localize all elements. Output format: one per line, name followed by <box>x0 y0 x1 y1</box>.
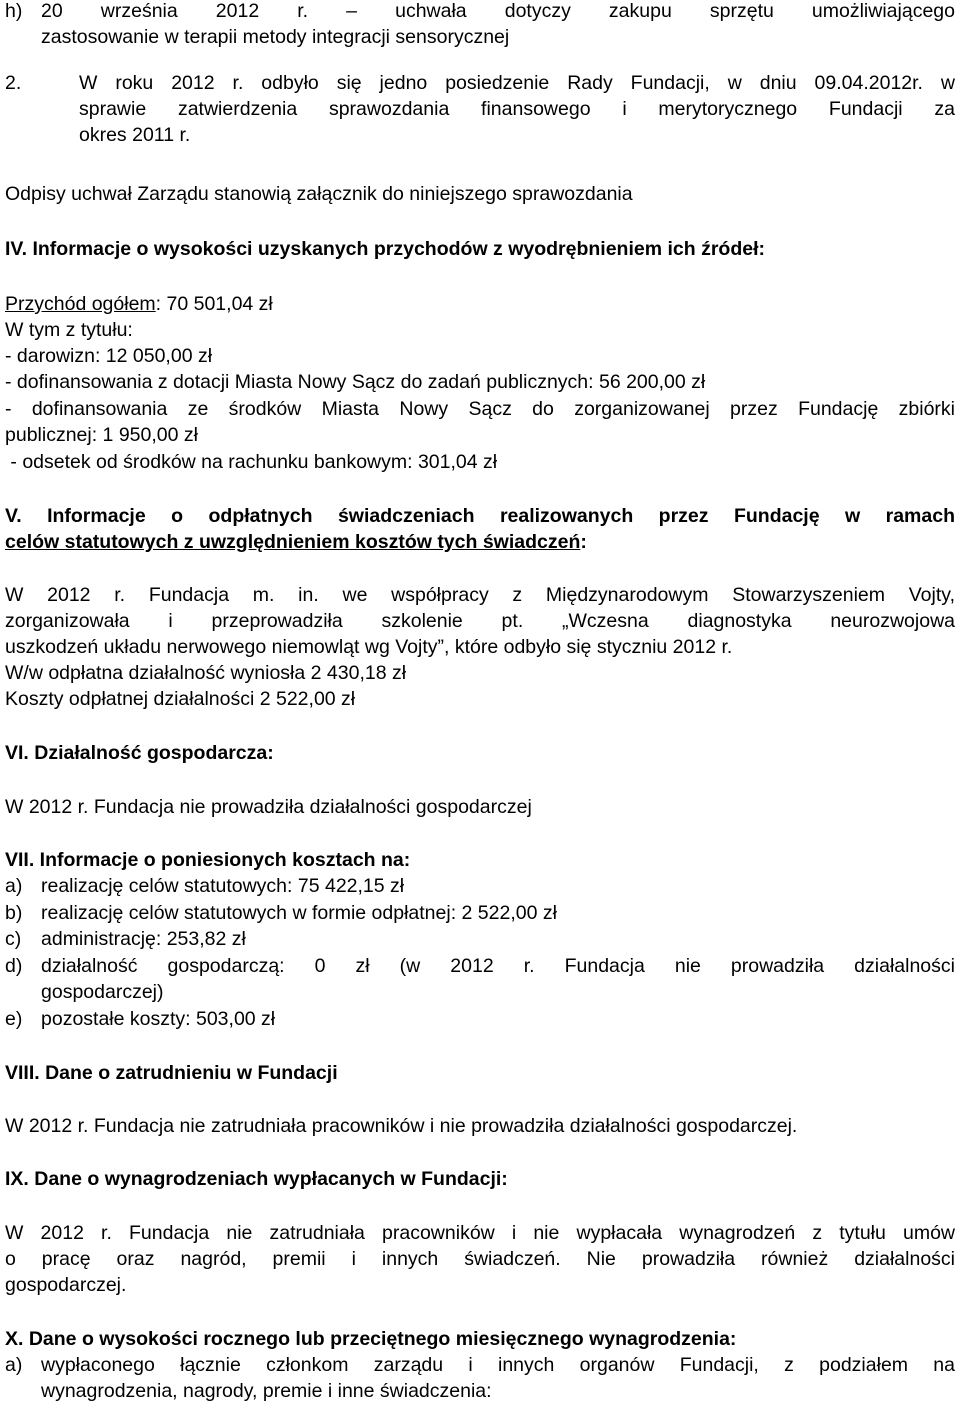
section-v-heading-colon: : <box>580 531 587 553</box>
income-line: - odsetek od środków na rachunku bankowym: 301,04 zł <box>5 451 498 473</box>
income-line: - darowizn: 12 050,00 zł <box>5 345 213 367</box>
list-label: d) <box>5 955 23 977</box>
attachments-note: Odpisy uchwał Zarządu stanowią załącznik do niniejszego sprawozdania <box>5 183 633 205</box>
cost-item <box>5 926 955 952</box>
list-label: e) <box>5 1008 23 1030</box>
section-v-text: W 2012 r. Fundacja m. in. we współpracy z Międzynarodowym Stowarzyszeniem Vojty, <box>5 584 955 606</box>
list-label: a) <box>5 875 23 897</box>
cost-text: realizację celów statutowych: 75 422,15 zł <box>41 875 405 897</box>
section-v-heading-underlined: celów statutowych z uwzględnieniem kosztów tych świadczeń <box>5 531 581 553</box>
section-v-text: Koszty odpłatnej działalności 2 522,00 zł <box>5 688 356 710</box>
of-which-label: W tym z tytułu: <box>5 319 133 341</box>
section-v-text: W/w odpłatna działalność wyniosła 2 430,18 zł <box>5 662 407 684</box>
cost-item <box>5 873 955 899</box>
salary-item <box>5 1352 955 1404</box>
total-income-label: Przychód ogółem <box>5 293 156 315</box>
cost-text: pozostałe koszty: 503,00 zł <box>41 1008 276 1030</box>
section-v-text: zorganizowała i przeprowadziła szkolenie pt. „Wczesna diagnostyka neurozwojowa <box>5 610 955 632</box>
section-v-heading: V. Informacje o odpłatnych świadczeniach realizowanych przez Fundację w ramach <box>5 505 955 527</box>
cost-text: administrację: 253,82 zł <box>41 928 246 950</box>
income-line: - dofinansowania ze środków Miasta Nowy Sącz do zorganizowanej przez Fundację zbiórki <box>5 398 955 420</box>
total-income-value: : 70 501,04 zł <box>155 293 273 315</box>
list-label: a) <box>5 1354 23 1376</box>
cost-item <box>5 1006 955 1032</box>
salary-text: wynagrodzenia, nagrody, premie i inne świadczenia: <box>41 1380 492 1402</box>
list-text-line: zastosowanie w terapii metody integracji sensorycznej <box>41 26 510 48</box>
list-item-2 <box>5 70 955 148</box>
list-label: 2. <box>5 72 22 94</box>
cost-text: działalność gospodarczą: 0 zł (w 2012 r. Fundacja nie prowadziła działalności <box>41 955 955 977</box>
total-income <box>5 291 955 317</box>
section-ix-text: o pracę oraz nagród, premii i innych świadczeń. Nie prowadziła również działalności <box>5 1248 955 1270</box>
section-ix-text: W 2012 r. Fundacja nie zatrudniała pracowników i nie wypłacała wynagrodzeń z tytułu umów <box>5 1222 955 1244</box>
cost-text: realizację celów statutowych w formie odpłatnej: 2 522,00 zł <box>41 902 557 924</box>
section-v-text: uszkodzeń układu nerwowego niemowląt wg Vojty”, które odbyło się styczniu 2012 r. <box>5 636 733 658</box>
section-v-heading-cont <box>5 529 955 555</box>
income-line: publicznej: 1 950,00 zł <box>5 424 198 446</box>
list-text-line: 20 września 2012 r. – uchwała dotyczy zakupu sprzętu umożliwiającego <box>41 0 955 22</box>
section-x-heading: X. Dane o wysokości rocznego lub przeciętnego miesięcznego wynagrodzenia: <box>5 1328 737 1350</box>
section-iv-heading: IV. Informacje o wysokości uzyskanych przychodów z wyodrębnieniem ich źródeł: <box>5 238 765 260</box>
list-text-line: sprawie zatwierdzenia sprawozdania finansowego i merytorycznego Fundacji za <box>79 98 955 120</box>
cost-text: gospodarczej) <box>41 981 164 1003</box>
list-label: h) <box>5 0 23 22</box>
list-label: c) <box>5 928 22 950</box>
section-ix-heading: IX. Dane o wynagrodzeniach wypłacanych w Fundacji: <box>5 1168 508 1190</box>
list-item-h <box>5 0 955 50</box>
section-vi-heading: VI. Działalność gospodarcza: <box>5 742 274 764</box>
income-line: - dofinansowania z dotacji Miasta Nowy Sącz do zadań publicznych: 56 200,00 zł <box>5 371 706 393</box>
section-vi-text: W 2012 r. Fundacja nie prowadziła działalności gospodarczej <box>5 796 532 818</box>
list-label: b) <box>5 902 23 924</box>
section-viii-text: W 2012 r. Fundacja nie zatrudniała pracowników i nie prowadziła działalności gospodarczej. <box>5 1115 798 1137</box>
salary-text: wypłaconego łącznie członkom zarządu i innych organów Fundacji, z podziałem na <box>41 1354 955 1376</box>
section-ix-text: gospodarczej. <box>5 1274 127 1296</box>
cost-item <box>5 900 955 926</box>
list-text-line: okres 2011 r. <box>79 124 191 146</box>
section-viii-heading: VIII. Dane o zatrudnieniu w Fundacji <box>5 1062 338 1084</box>
cost-item <box>5 953 955 1005</box>
list-text-line: W roku 2012 r. odbyło się jedno posiedzenie Rady Fundacji, w dniu 09.04.2012r. w <box>79 72 955 94</box>
section-vii-heading: VII. Informacje o poniesionych kosztach na: <box>5 849 411 871</box>
